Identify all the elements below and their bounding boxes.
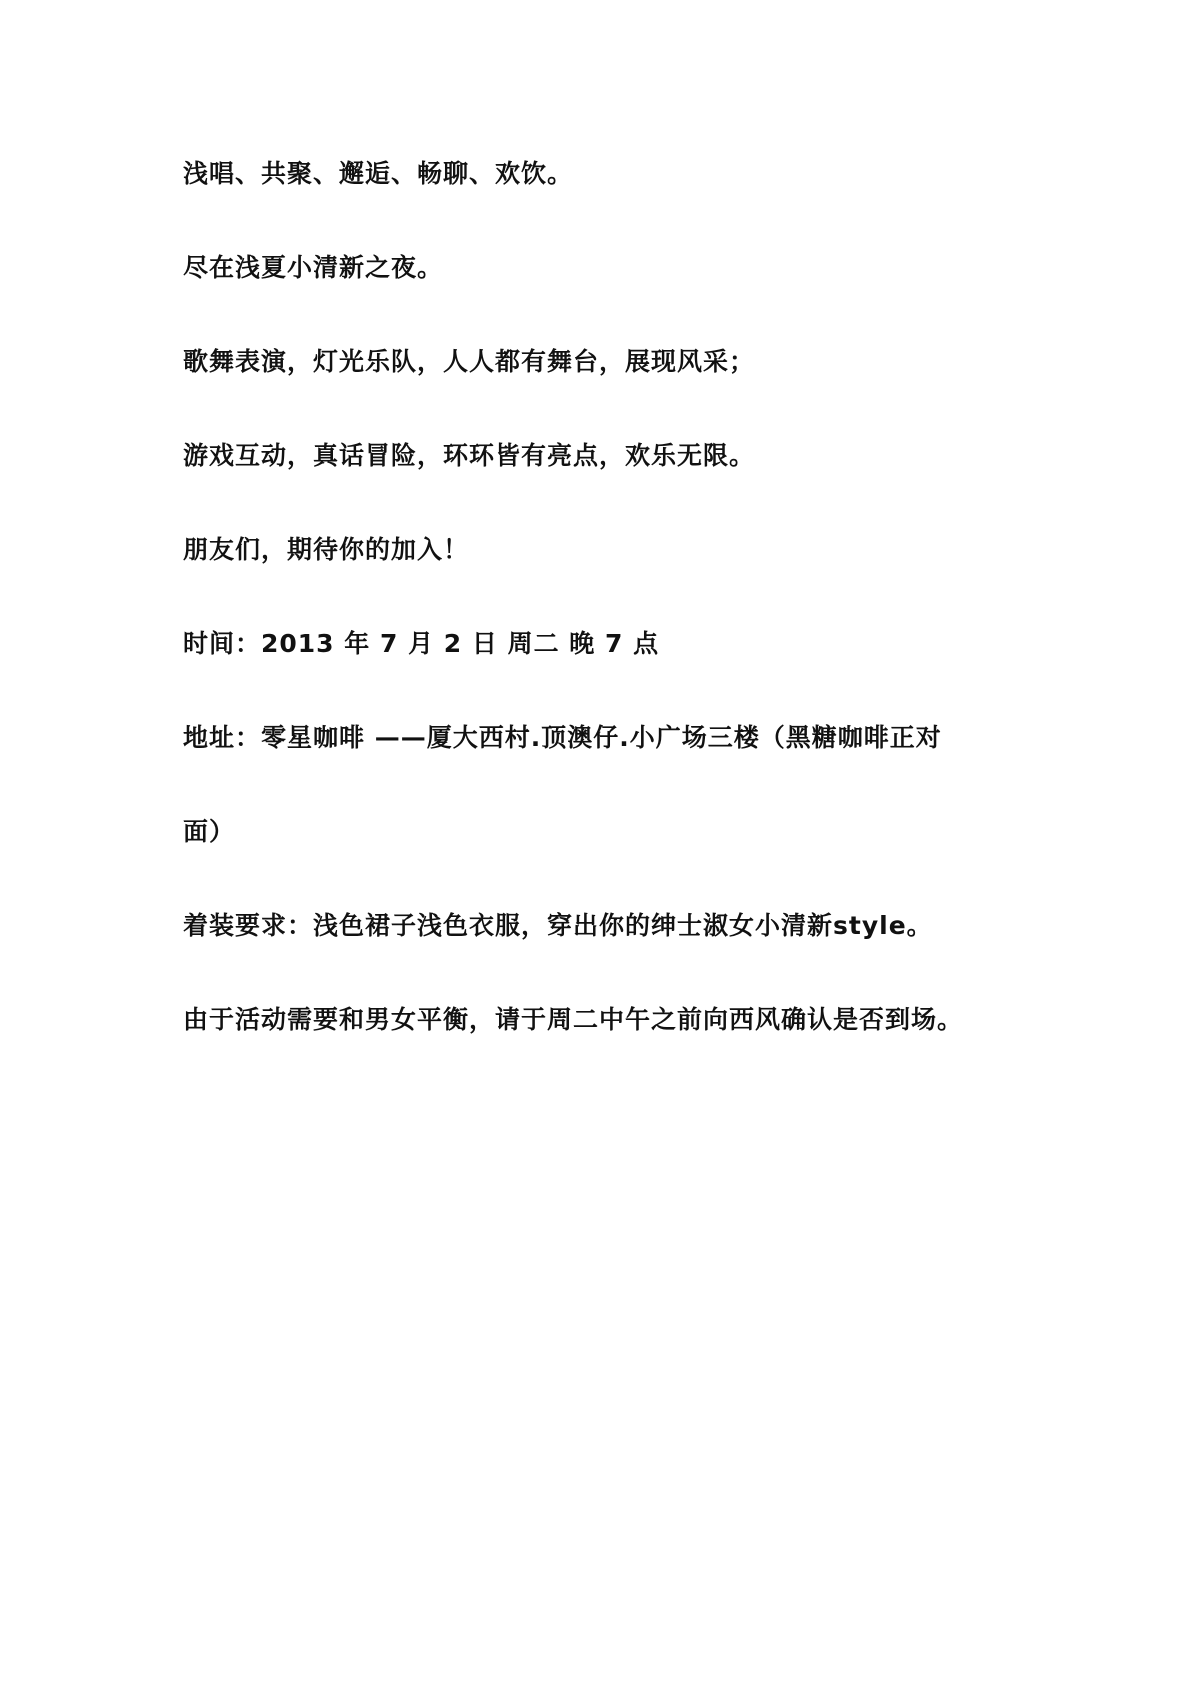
text-line-3: 歌舞表演，灯光乐队，人人都有舞台，展现风采； [183, 347, 756, 376]
time-line: 时间：2013 年 7 月 2 日 周二 晚 7 点 [183, 629, 660, 658]
address-line: 地址：零星咖啡 ——厦大西村.顶澳仔.小广场三楼（黑糖咖啡正对 [183, 723, 942, 752]
line-gap [183, 378, 1033, 440]
line-gap [183, 660, 1033, 722]
line-gap [183, 566, 1033, 628]
line-gap [183, 848, 1033, 910]
line-gap [183, 942, 1033, 1004]
address-line-continuation: 面） [183, 817, 236, 846]
text-line-1: 浅唱、共聚、邂逅、畅聊、欢饮。 [183, 159, 574, 188]
text-line-2: 尽在浅夏小清新之夜。 [183, 253, 444, 282]
dress-code-line: 着装要求：浅色裙子浅色衣服，穿出你的绅士淑女小清新style。 [183, 911, 933, 940]
text-line-4: 游戏互动，真话冒险，环环皆有亮点，欢乐无限。 [183, 441, 756, 470]
confirmation-line: 由于活动需要和男女平衡，请于周二中午之前向西风确认是否到场。 [183, 1005, 964, 1034]
line-gap [183, 284, 1033, 346]
line-gap [183, 472, 1033, 534]
document-body [183, 158, 1033, 1036]
line-gap [183, 190, 1033, 252]
line-gap [183, 754, 1033, 816]
text-line-5: 朋友们，期待你的加入！ [183, 535, 470, 564]
